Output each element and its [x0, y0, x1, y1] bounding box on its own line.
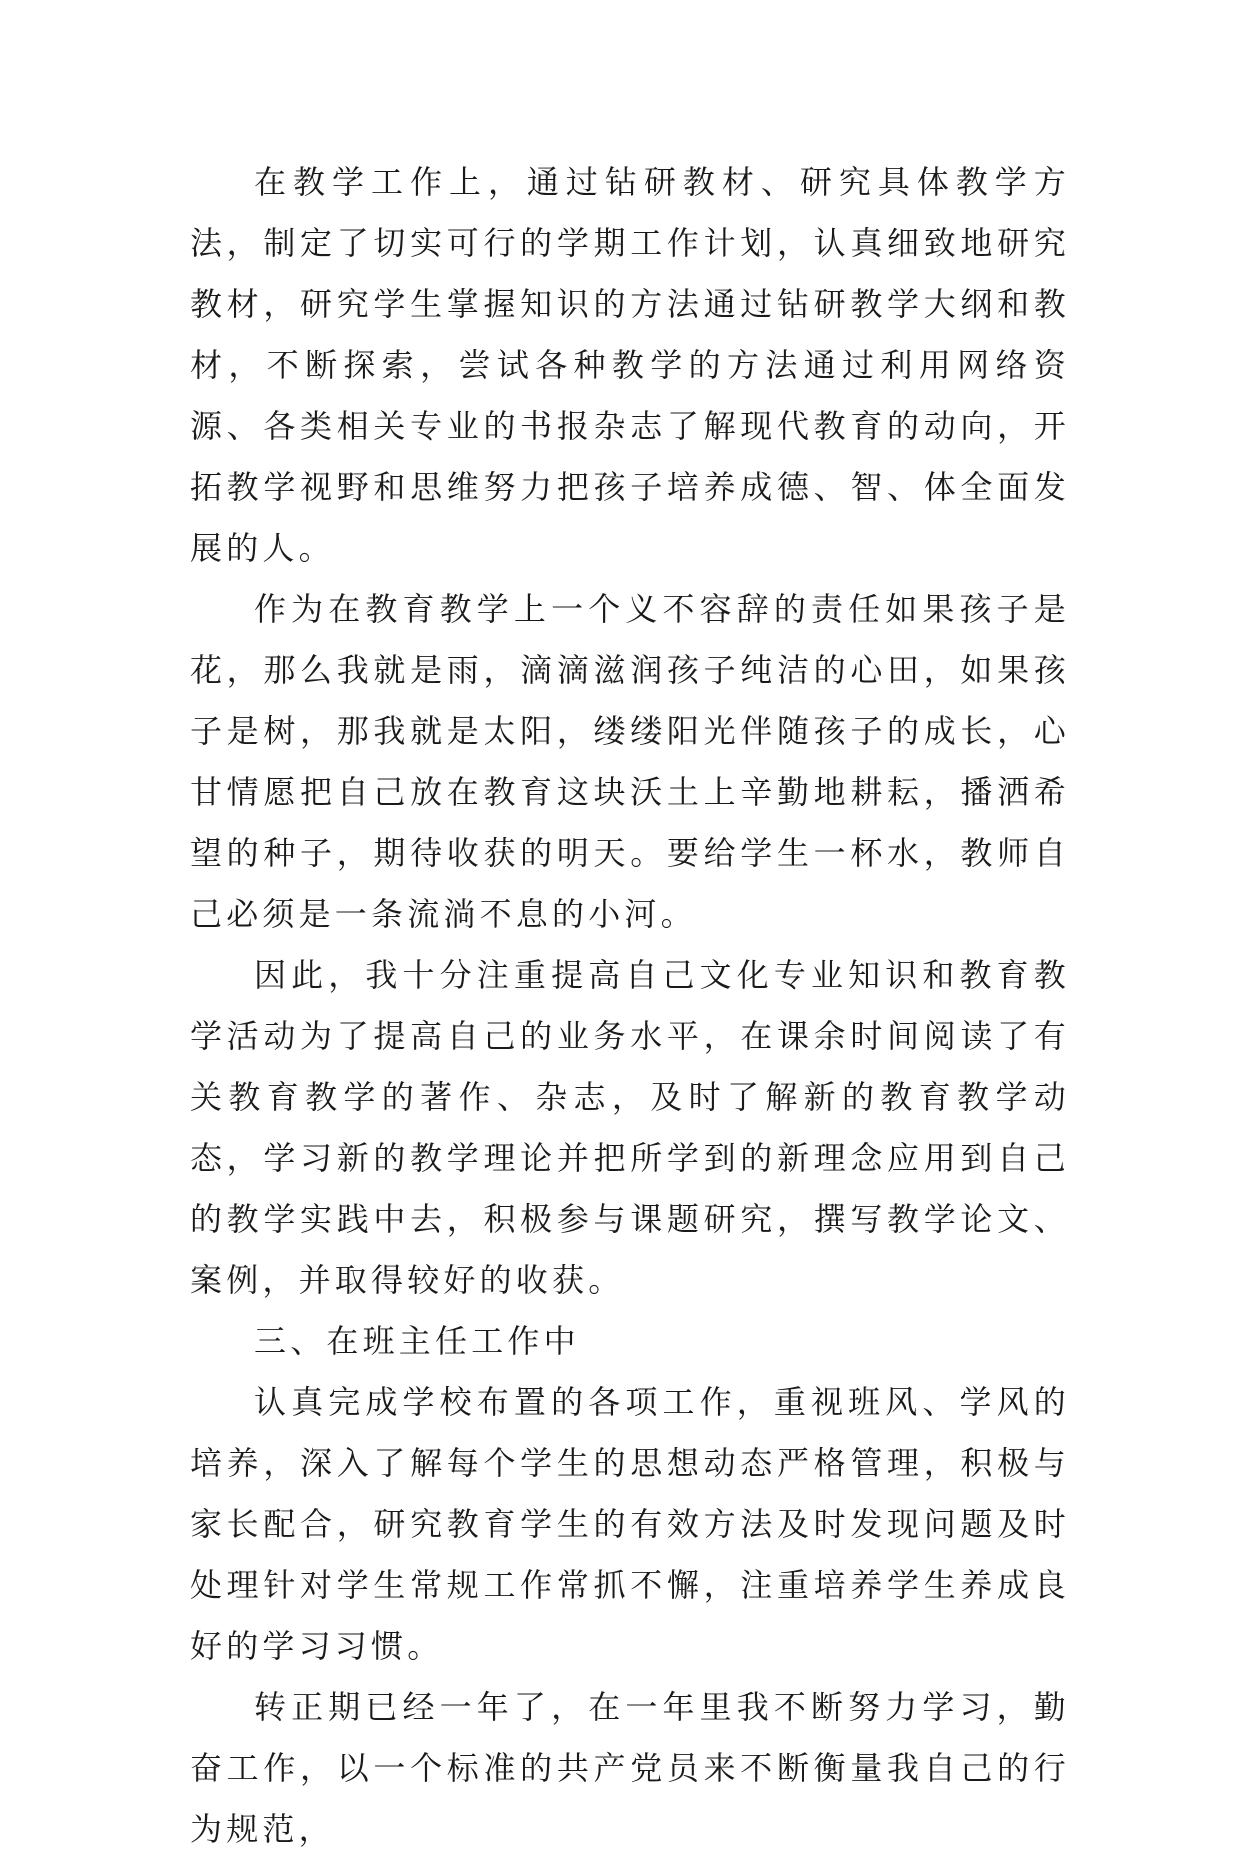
paragraph-teaching-work: 在教学工作上，通过钻研教材、研究具体教学方法，制定了切实可行的学期工作计划，认真细致地研究教材，研究学生掌握知识的方法通过钻研教学大纲和教材，不断探索，尝试各种教学的方法通过利用网络资源、各类相关专业的书报杂志了解现代教育的动向，开拓教学视野和思维努力把孩子培养成德、智、体全面发展的人。 [190, 163, 1070, 567]
paragraph-class-management: 认真完成学校布置的各项工作，重视班风、学风的培养，深入了解每个学生的思想动态严格管理，积极与家长配合，研究教育学生的有效方法及时发现问题及时处理针对学生常规工作常抓不懈，注重培养学生养成良好的学习习惯。 [190, 1383, 1070, 1665]
paragraph-self-improvement: 因此，我十分注重提高自己文化专业知识和教育教学活动为了提高自己的业务水平，在课余时间阅读了有关教育教学的著作、杂志，及时了解新的教育教学动态，学习新的教学理论并把所学到的新理念应用到自己的教学实践中去，积极参与课题研究，撰写教学论文、案例，并取得较好的收获。 [190, 956, 1070, 1299]
document-body [190, 152, 1070, 1860]
paragraph-responsibility: 作为在教育教学上一个义不容辞的责任如果孩子是花，那么我就是雨，滴滴滋润孩子纯洁的心田，如果孩子是树，那我就是太阳，缕缕阳光伴随孩子的成长，心甘情愿把自己放在教育这块沃土上辛勤地耕耘，播洒希望的种子，期待收获的明天。要给学生一杯水，教师自己必须是一条流淌不息的小河。 [190, 590, 1070, 933]
section-heading-class-teacher: 三、在班主任工作中 [254, 1322, 580, 1360]
paragraph-probation-year: 转正期已经一年了，在一年里我不断努力学习，勤奋工作，以一个标准的共产党员来不断衡量我自己的行为规范， [190, 1688, 1070, 1848]
